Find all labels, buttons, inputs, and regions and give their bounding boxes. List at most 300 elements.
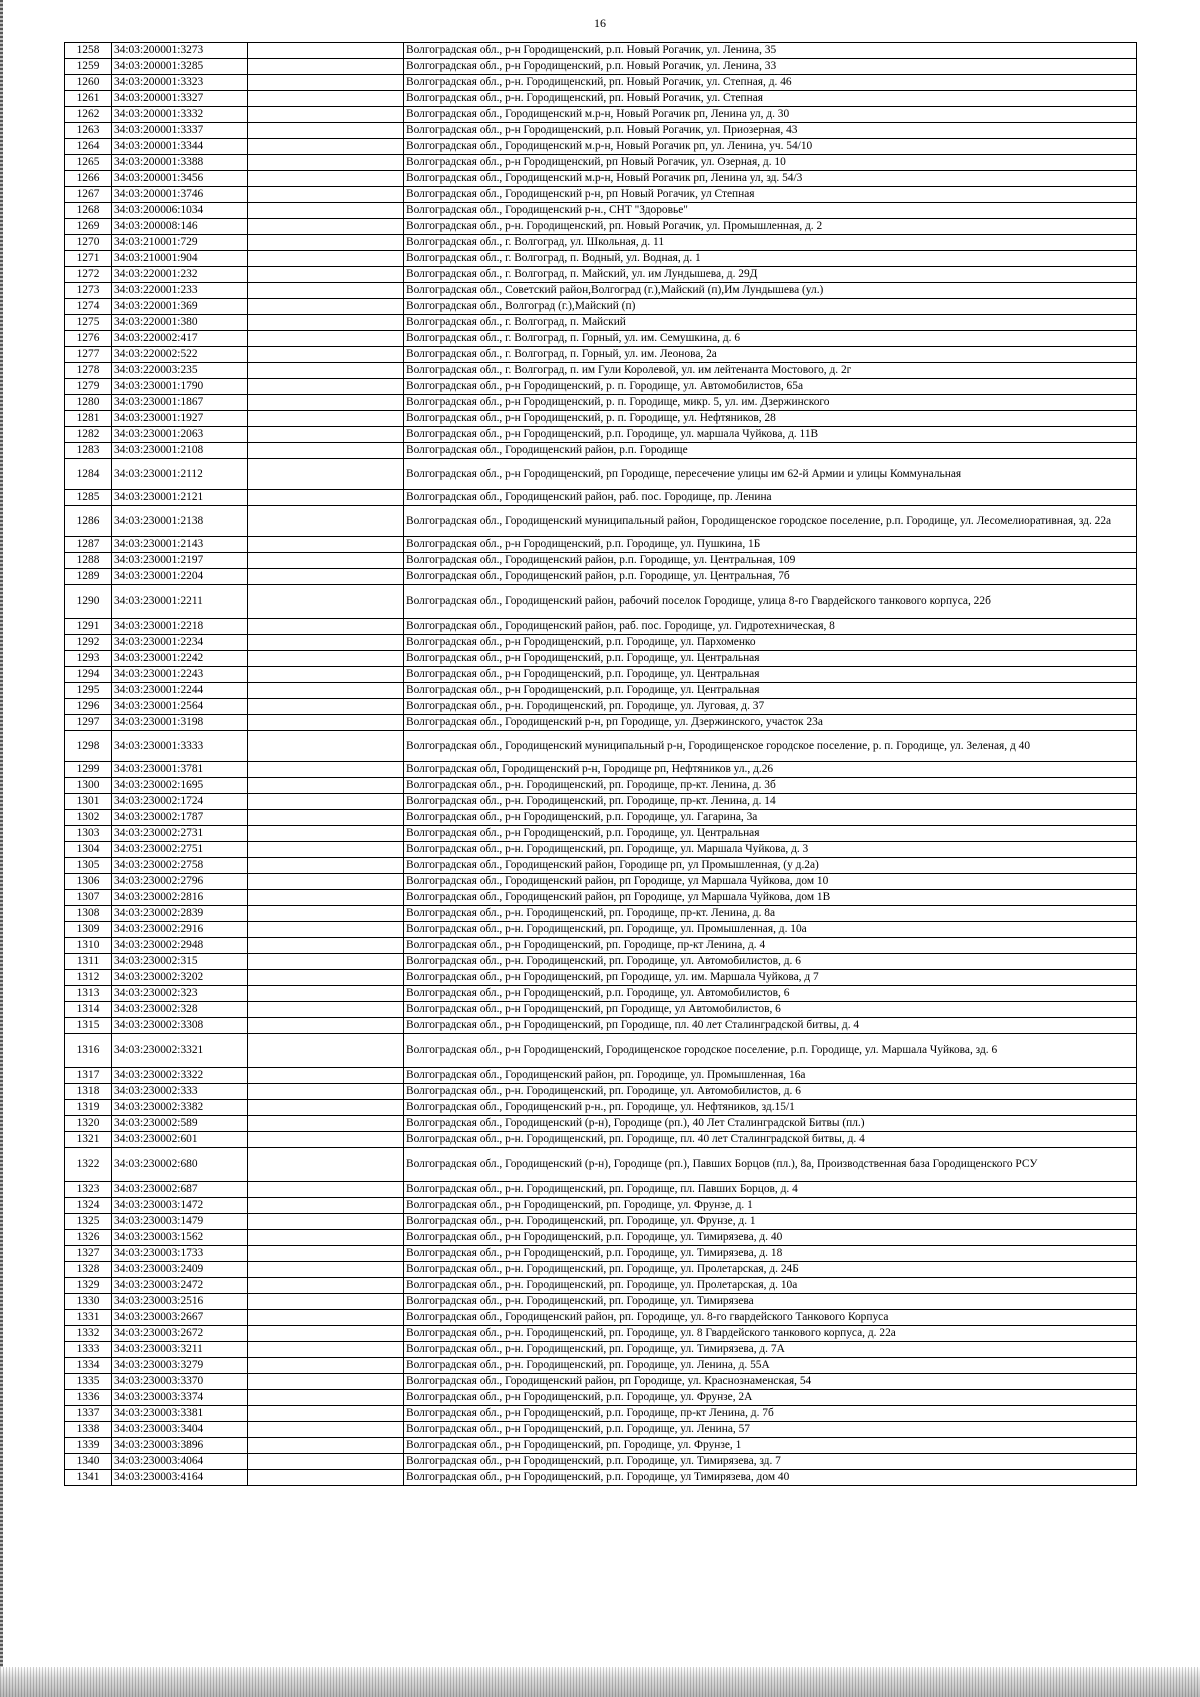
- cadastral-number-cell: 34:03:230001:2108: [112, 443, 248, 459]
- cadastral-number-cell: 34:03:230001:2243: [112, 667, 248, 683]
- table-row: [65, 1438, 1137, 1454]
- table-row: [65, 1358, 1137, 1374]
- empty-cell: [248, 203, 404, 219]
- cadastral-number-cell: 34:03:230001:2063: [112, 427, 248, 443]
- address-cell: Волгоградская обл., р-н. Городищенский, рп. Городище, ул. Маршала Чуйкова, д. 3: [404, 842, 1137, 858]
- table-row: [65, 490, 1137, 506]
- cadastral-number-cell: 34:03:230002:2796: [112, 874, 248, 890]
- table-row: [65, 651, 1137, 667]
- cadastral-number-cell: 34:03:230003:4164: [112, 1470, 248, 1486]
- address-cell: Волгоградская обл., Городищенский м.р-н, Новый Рогачик рп, Ленина ул, зд. 54/3: [404, 171, 1137, 187]
- empty-cell: [248, 1342, 404, 1358]
- row-number-cell: 1303: [65, 826, 112, 842]
- row-number-cell: 1269: [65, 219, 112, 235]
- row-number-cell: 1336: [65, 1390, 112, 1406]
- row-number-cell: 1266: [65, 171, 112, 187]
- address-cell: Волгоградская обл., р-н Городищенский, р.п. Городище, ул. Автомобилистов, 6: [404, 986, 1137, 1002]
- empty-cell: [248, 1018, 404, 1034]
- scan-edge-left: [0, 0, 3, 1697]
- table-row: [65, 1278, 1137, 1294]
- address-cell: Волгоградская обл., р-н Городищенский, р.п. Городище, ул. Центральная: [404, 683, 1137, 699]
- empty-cell: [248, 1406, 404, 1422]
- cadastral-number-cell: 34:03:200001:3337: [112, 123, 248, 139]
- empty-cell: [248, 1278, 404, 1294]
- table-row: [65, 155, 1137, 171]
- empty-cell: [248, 1358, 404, 1374]
- empty-cell: [248, 1132, 404, 1148]
- table-row: [65, 139, 1137, 155]
- cadastral-number-cell: 34:03:230002:3322: [112, 1068, 248, 1084]
- row-number-cell: 1327: [65, 1246, 112, 1262]
- empty-cell: [248, 619, 404, 635]
- row-number-cell: 1340: [65, 1454, 112, 1470]
- cadastral-number-cell: 34:03:200001:3323: [112, 75, 248, 91]
- address-cell: Волгоградская обл., р-н. Городищенский, рп. Городище, пр-кт. Ленина, д. 3б: [404, 778, 1137, 794]
- row-number-cell: 1292: [65, 635, 112, 651]
- cadastral-number-cell: 34:03:230001:2218: [112, 619, 248, 635]
- table-row: [65, 1422, 1137, 1438]
- cadastral-number-cell: 34:03:220001:369: [112, 299, 248, 315]
- table-row: [65, 75, 1137, 91]
- empty-cell: [248, 123, 404, 139]
- row-number-cell: 1321: [65, 1132, 112, 1148]
- row-number-cell: 1285: [65, 490, 112, 506]
- empty-cell: [248, 715, 404, 731]
- row-number-cell: 1278: [65, 363, 112, 379]
- address-cell: Волгоградская обл., Волгоград (г.),Майский (п): [404, 299, 1137, 315]
- cadastral-number-cell: 34:03:200001:3327: [112, 91, 248, 107]
- address-cell: Волгоградская обл., Городищенский муниципальный р-н, Городищенское городское поселение, р. п. Городище, ул. Зеленая, д 40: [404, 731, 1137, 762]
- cadastral-number-cell: 34:03:230002:3202: [112, 970, 248, 986]
- table-row: [65, 1034, 1137, 1068]
- empty-cell: [248, 731, 404, 762]
- address-cell: Волгоградская обл., г. Волгоград, п. Горный, ул. им. Семушкина, д. 6: [404, 331, 1137, 347]
- empty-cell: [248, 443, 404, 459]
- row-number-cell: 1300: [65, 778, 112, 794]
- cadastral-number-cell: 34:03:230003:1479: [112, 1214, 248, 1230]
- row-number-cell: 1313: [65, 986, 112, 1002]
- cadastral-number-cell: 34:03:230001:3333: [112, 731, 248, 762]
- row-number-cell: 1338: [65, 1422, 112, 1438]
- address-cell: Волгоградская обл., Городищенский район, рп Городище, ул. Краснознаменская, 54: [404, 1374, 1137, 1390]
- empty-cell: [248, 411, 404, 427]
- cadastral-number-cell: 34:03:230002:2839: [112, 906, 248, 922]
- table-row: [65, 1084, 1137, 1100]
- cadastral-number-cell: 34:03:230003:1733: [112, 1246, 248, 1262]
- address-cell: Волгоградская обл., р-н. Городищенский, рп. Городище, ул. Луговая, д. 37: [404, 699, 1137, 715]
- empty-cell: [248, 778, 404, 794]
- empty-cell: [248, 267, 404, 283]
- empty-cell: [248, 187, 404, 203]
- address-cell: Волгоградская обл., р-н Городищенский, р.п. Городище, ул. Центральная: [404, 826, 1137, 842]
- row-number-cell: 1299: [65, 762, 112, 778]
- table-row: [65, 1294, 1137, 1310]
- cadastral-number-cell: 34:03:230002:2751: [112, 842, 248, 858]
- row-number-cell: 1291: [65, 619, 112, 635]
- row-number-cell: 1263: [65, 123, 112, 139]
- address-cell: Волгоградская обл., Городищенский р-н., рп. Городище, ул. Нефтяников, зд.15/1: [404, 1100, 1137, 1116]
- row-number-cell: 1281: [65, 411, 112, 427]
- empty-cell: [248, 363, 404, 379]
- table-row: [65, 1116, 1137, 1132]
- empty-cell: [248, 906, 404, 922]
- empty-cell: [248, 1100, 404, 1116]
- row-number-cell: 1262: [65, 107, 112, 123]
- empty-cell: [248, 1084, 404, 1100]
- row-number-cell: 1277: [65, 347, 112, 363]
- address-cell: Волгоградская обл., р-н Городищенский, р.п. Новый Рогачик, ул. Приозерная, 43: [404, 123, 1137, 139]
- address-cell: Волгоградская обл., р-н. Городищенский, рп. Новый Рогачик, ул. Промышленная, д. 2: [404, 219, 1137, 235]
- row-number-cell: 1304: [65, 842, 112, 858]
- row-number-cell: 1272: [65, 267, 112, 283]
- table-row: [65, 203, 1137, 219]
- row-number-cell: 1293: [65, 651, 112, 667]
- row-number-cell: 1279: [65, 379, 112, 395]
- address-cell: Волгоградская обл., р-н Городищенский, р.п. Городище, ул. Пархоменко: [404, 635, 1137, 651]
- table-row: [65, 251, 1137, 267]
- table-row: [65, 1068, 1137, 1084]
- table-row: [65, 731, 1137, 762]
- row-number-cell: 1323: [65, 1182, 112, 1198]
- empty-cell: [248, 315, 404, 331]
- row-number-cell: 1315: [65, 1018, 112, 1034]
- row-number-cell: 1307: [65, 890, 112, 906]
- cadastral-number-cell: 34:03:230003:3404: [112, 1422, 248, 1438]
- cadastral-number-cell: 34:03:230002:3382: [112, 1100, 248, 1116]
- table-row: [65, 810, 1137, 826]
- empty-cell: [248, 1470, 404, 1486]
- empty-cell: [248, 91, 404, 107]
- table-row: [65, 187, 1137, 203]
- address-cell: Волгоградская обл., р-н. Городищенский, рп. Городище, пр-кт. Ленина, д. 8а: [404, 906, 1137, 922]
- table-row: [65, 1374, 1137, 1390]
- empty-cell: [248, 635, 404, 651]
- empty-cell: [248, 890, 404, 906]
- table-row: [65, 235, 1137, 251]
- empty-cell: [248, 810, 404, 826]
- row-number-cell: 1301: [65, 794, 112, 810]
- address-cell: Волгоградская обл., р-н Городищенский, р.п. Новый Рогачик, ул. Ленина, 33: [404, 59, 1137, 75]
- empty-cell: [248, 75, 404, 91]
- empty-cell: [248, 553, 404, 569]
- cadastral-number-cell: 34:03:230002:601: [112, 1132, 248, 1148]
- table-row: [65, 1132, 1137, 1148]
- cadastral-number-cell: 34:03:230001:2234: [112, 635, 248, 651]
- row-number-cell: 1283: [65, 443, 112, 459]
- cadastral-number-cell: 34:03:230002:2758: [112, 858, 248, 874]
- empty-cell: [248, 762, 404, 778]
- table-row: [65, 1326, 1137, 1342]
- table-row: [65, 537, 1137, 553]
- address-cell: Волгоградская обл., р-н. Городищенский, рп. Новый Рогачик, ул. Степная: [404, 91, 1137, 107]
- row-number-cell: 1275: [65, 315, 112, 331]
- table-row: [65, 459, 1137, 490]
- empty-cell: [248, 331, 404, 347]
- cadastral-number-cell: 34:03:230001:2121: [112, 490, 248, 506]
- row-number-cell: 1268: [65, 203, 112, 219]
- empty-cell: [248, 1116, 404, 1132]
- address-cell: Волгоградская обл., г. Волгоград, п. Майский, ул. им Лундышева, д. 29Д: [404, 267, 1137, 283]
- table-row: [65, 171, 1137, 187]
- empty-cell: [248, 842, 404, 858]
- empty-cell: [248, 1390, 404, 1406]
- row-number-cell: 1258: [65, 43, 112, 59]
- empty-cell: [248, 459, 404, 490]
- table-row: [65, 1246, 1137, 1262]
- address-cell: Волгоградская обл., Городищенский район, р.п. Городище, ул. Центральная, 109: [404, 553, 1137, 569]
- cadastral-number-cell: 34:03:230002:323: [112, 986, 248, 1002]
- row-number-cell: 1289: [65, 569, 112, 585]
- row-number-cell: 1306: [65, 874, 112, 890]
- table-row: [65, 778, 1137, 794]
- row-number-cell: 1298: [65, 731, 112, 762]
- address-cell: Волгоградская обл., р-н. Городищенский, рп. Городище, ул. Автомобилистов, д. 6: [404, 1084, 1137, 1100]
- cadastral-number-cell: 34:03:230003:1472: [112, 1198, 248, 1214]
- table-row: [65, 1342, 1137, 1358]
- cadastral-number-cell: 34:03:230001:3781: [112, 762, 248, 778]
- table-row: [65, 970, 1137, 986]
- table-row: [65, 1214, 1137, 1230]
- empty-cell: [248, 585, 404, 619]
- table-row: [65, 826, 1137, 842]
- row-number-cell: 1308: [65, 906, 112, 922]
- cadastral-number-cell: 34:03:220001:380: [112, 315, 248, 331]
- empty-cell: [248, 171, 404, 187]
- cadastral-number-cell: 34:03:220002:417: [112, 331, 248, 347]
- cadastral-number-cell: 34:03:230001:2211: [112, 585, 248, 619]
- row-number-cell: 1318: [65, 1084, 112, 1100]
- row-number-cell: 1305: [65, 858, 112, 874]
- table-row: [65, 43, 1137, 59]
- empty-cell: [248, 43, 404, 59]
- table-row: [65, 1148, 1137, 1182]
- cadastral-number-cell: 34:03:230002:1724: [112, 794, 248, 810]
- row-number-cell: 1302: [65, 810, 112, 826]
- empty-cell: [248, 1068, 404, 1084]
- row-number-cell: 1330: [65, 1294, 112, 1310]
- row-number-cell: 1322: [65, 1148, 112, 1182]
- cadastral-number-cell: 34:03:230001:2204: [112, 569, 248, 585]
- row-number-cell: 1332: [65, 1326, 112, 1342]
- address-cell: Волгоградская обл., Городищенский район, Городище рп, ул Промышленная, (у д.2а): [404, 858, 1137, 874]
- empty-cell: [248, 874, 404, 890]
- table-row: [65, 762, 1137, 778]
- address-cell: Волгоградская обл., р-н Городищенский, р. п. Городище, ул. Нефтяников, 28: [404, 411, 1137, 427]
- table-row: [65, 699, 1137, 715]
- row-number-cell: 1311: [65, 954, 112, 970]
- address-cell: Волгоградская обл., р-н Городищенский, рп. Городище, ул. Фрунзе, д. 1: [404, 1198, 1137, 1214]
- table-row: [65, 667, 1137, 683]
- address-cell: Волгоградская обл., р-н Городищенский, р.п. Городище, пр-кт Ленина, д. 7б: [404, 1406, 1137, 1422]
- empty-cell: [248, 347, 404, 363]
- cadastral-number-cell: 34:03:230002:315: [112, 954, 248, 970]
- cadastral-number-cell: 34:03:200001:3273: [112, 43, 248, 59]
- cadastral-number-cell: 34:03:200001:3344: [112, 139, 248, 155]
- table-row: [65, 395, 1137, 411]
- table-row: [65, 1182, 1137, 1198]
- address-cell: Волгоградская обл., р-н. Городищенский, рп. Городище, ул. Фрунзе, д. 1: [404, 1214, 1137, 1230]
- cadastral-number-cell: 34:03:230001:2143: [112, 537, 248, 553]
- row-number-cell: 1310: [65, 938, 112, 954]
- row-number-cell: 1287: [65, 537, 112, 553]
- empty-cell: [248, 858, 404, 874]
- table-row: [65, 1390, 1137, 1406]
- table-row: [65, 906, 1137, 922]
- address-cell: Волгоградская обл., Городищенский м.р-н, Новый Рогачик рп, ул. Ленина, уч. 54/10: [404, 139, 1137, 155]
- empty-cell: [248, 922, 404, 938]
- cadastral-number-cell: 34:03:200001:3746: [112, 187, 248, 203]
- table-row: [65, 715, 1137, 731]
- address-cell: Волгоградская обл., Городищенский (р-н), Городище (рп.), Павших Борцов (пл.), 8а, Производственная база Городищенского РСУ: [404, 1148, 1137, 1182]
- row-number-cell: 1286: [65, 506, 112, 537]
- cadastral-number-cell: 34:03:230002:680: [112, 1148, 248, 1182]
- cadastral-number-cell: 34:03:230002:1787: [112, 810, 248, 826]
- table-row: [65, 619, 1137, 635]
- address-cell: Волгоградская обл., р-н Городищенский, р.п. Городище, ул. Гагарина, 3а: [404, 810, 1137, 826]
- table-row: [65, 1100, 1137, 1116]
- cadastral-number-cell: 34:03:230003:2672: [112, 1326, 248, 1342]
- table-row: [65, 585, 1137, 619]
- registry-table-body: [65, 43, 1137, 1486]
- table-row: [65, 1002, 1137, 1018]
- address-cell: Волгоградская обл., р-н. Городищенский, рп. Городище, пл. 40 лет Сталинградской битвы, д. 4: [404, 1132, 1137, 1148]
- cadastral-number-cell: 34:03:230003:3211: [112, 1342, 248, 1358]
- row-number-cell: 1282: [65, 427, 112, 443]
- address-cell: Волгоградская обл., р-н Городищенский, р.п. Городище, ул. Пушкина, 1Б: [404, 537, 1137, 553]
- row-number-cell: 1290: [65, 585, 112, 619]
- address-cell: Волгоградская обл., р-н. Городищенский, рп. Городище, ул. Тимирязева: [404, 1294, 1137, 1310]
- empty-cell: [248, 299, 404, 315]
- cadastral-number-cell: 34:03:230003:2409: [112, 1262, 248, 1278]
- row-number-cell: 1329: [65, 1278, 112, 1294]
- row-number-cell: 1280: [65, 395, 112, 411]
- cadastral-number-cell: 34:03:230003:3374: [112, 1390, 248, 1406]
- address-cell: Волгоградская обл., Городищенский район, рп Городище, ул Маршала Чуйкова, дом 10: [404, 874, 1137, 890]
- table-row: [65, 411, 1137, 427]
- row-number-cell: 1331: [65, 1310, 112, 1326]
- empty-cell: [248, 1034, 404, 1068]
- table-row: [65, 331, 1137, 347]
- address-cell: Волгоградская обл., г. Волгоград, п. Водный, ул. Водная, д. 1: [404, 251, 1137, 267]
- empty-cell: [248, 155, 404, 171]
- empty-cell: [248, 1214, 404, 1230]
- row-number-cell: 1288: [65, 553, 112, 569]
- table-row: [65, 427, 1137, 443]
- table-row: [65, 922, 1137, 938]
- cadastral-number-cell: 34:03:230002:589: [112, 1116, 248, 1132]
- row-number-cell: 1309: [65, 922, 112, 938]
- address-cell: Волгоградская обл., р-н. Городищенский, рп. Новый Рогачик, ул. Степная, д. 46: [404, 75, 1137, 91]
- empty-cell: [248, 1002, 404, 1018]
- cadastral-number-cell: 34:03:230002:687: [112, 1182, 248, 1198]
- row-number-cell: 1317: [65, 1068, 112, 1084]
- address-cell: Волгоградская обл., Городищенский р-н, рп Городище, ул. Дзержинского, участок 23а: [404, 715, 1137, 731]
- empty-cell: [248, 59, 404, 75]
- cadastral-number-cell: 34:03:210001:729: [112, 235, 248, 251]
- empty-cell: [248, 683, 404, 699]
- row-number-cell: 1273: [65, 283, 112, 299]
- empty-cell: [248, 490, 404, 506]
- empty-cell: [248, 1262, 404, 1278]
- table-row: [65, 219, 1137, 235]
- row-number-cell: 1334: [65, 1358, 112, 1374]
- cadastral-number-cell: 34:03:230003:3896: [112, 1438, 248, 1454]
- row-number-cell: 1295: [65, 683, 112, 699]
- row-number-cell: 1335: [65, 1374, 112, 1390]
- table-row: [65, 379, 1137, 395]
- row-number-cell: 1259: [65, 59, 112, 75]
- address-cell: Волгоградская обл., Городищенский р-н, рп Новый Рогачик, ул Степная: [404, 187, 1137, 203]
- address-cell: Волгоградская обл., р-н. Городищенский, рп. Городище, ул. Пролетарская, д. 24Б: [404, 1262, 1137, 1278]
- cadastral-number-cell: 34:03:230002:2731: [112, 826, 248, 842]
- empty-cell: [248, 251, 404, 267]
- address-cell: Волгоградская обл., Городищенский м.р-н, Новый Рогачик рп, Ленина ул, д. 30: [404, 107, 1137, 123]
- empty-cell: [248, 1326, 404, 1342]
- address-cell: Волгоградская обл., р-н. Городищенский, рп. Городище, ул. Промышленная, д. 10а: [404, 922, 1137, 938]
- address-cell: Волгоградская обл., Городищенский район, рп Городище, ул Маршала Чуйкова, дом 1В: [404, 890, 1137, 906]
- address-cell: Волгоградская обл., Городищенский район, р.п. Городище: [404, 443, 1137, 459]
- address-cell: Волгоградская обл., Городищенский муниципальный район, Городищенское городское поселение, р.п. Городище, ул. Лесомелиоративная, зд. 22а: [404, 506, 1137, 537]
- empty-cell: [248, 667, 404, 683]
- cadastral-number-cell: 34:03:200006:1034: [112, 203, 248, 219]
- empty-cell: [248, 651, 404, 667]
- row-number-cell: 1284: [65, 459, 112, 490]
- row-number-cell: 1294: [65, 667, 112, 683]
- table-row: [65, 283, 1137, 299]
- address-cell: Волгоградская обл., г. Волгоград, п. им Гули Королевой, ул. им лейтенанта Мостового, д. 2г: [404, 363, 1137, 379]
- address-cell: Волгоградская обл., р-н Городищенский, рп Городище, ул. им. Маршала Чуйкова, д 7: [404, 970, 1137, 986]
- address-cell: Волгоградская обл., р-н Городищенский, рп Городище, ул Автомобилистов, 6: [404, 1002, 1137, 1018]
- empty-cell: [248, 537, 404, 553]
- cadastral-number-cell: 34:03:230002:333: [112, 1084, 248, 1100]
- cadastral-number-cell: 34:03:230001:1790: [112, 379, 248, 395]
- cadastral-number-cell: 34:03:230003:4064: [112, 1454, 248, 1470]
- empty-cell: [248, 699, 404, 715]
- table-row: [65, 1262, 1137, 1278]
- empty-cell: [248, 1422, 404, 1438]
- address-cell: Волгоградская обл., р-н Городищенский, р. п. Городище, микр. 5, ул. им. Дзержинского: [404, 395, 1137, 411]
- table-row: [65, 1230, 1137, 1246]
- cadastral-number-cell: 34:03:220001:233: [112, 283, 248, 299]
- address-cell: Волгоградская обл., р-н Городищенский, р.п. Городище, ул. Тимирязева, д. 18: [404, 1246, 1137, 1262]
- address-cell: Волгоградская обл., г. Волгоград, п. Майский: [404, 315, 1137, 331]
- empty-cell: [248, 379, 404, 395]
- table-row: [65, 874, 1137, 890]
- table-row: [65, 315, 1137, 331]
- table-row: [65, 506, 1137, 537]
- row-number-cell: 1341: [65, 1470, 112, 1486]
- table-row: [65, 91, 1137, 107]
- row-number-cell: 1274: [65, 299, 112, 315]
- row-number-cell: 1264: [65, 139, 112, 155]
- address-cell: Волгоградская обл., р-н Городищенский, рп Городище, пл. 40 лет Сталинградской битвы, д. 4: [404, 1018, 1137, 1034]
- empty-cell: [248, 283, 404, 299]
- cadastral-number-cell: 34:03:230003:2516: [112, 1294, 248, 1310]
- table-row: [65, 954, 1137, 970]
- address-cell: Волгоградская обл., р-н Городищенский, р.п. Городище, ул. Центральная: [404, 667, 1137, 683]
- address-cell: Волгоградская обл., р-н Городищенский, рп Городище, пересечение улицы им 62-й Армии и улицы Коммунальная: [404, 459, 1137, 490]
- cadastral-number-cell: 34:03:230002:1695: [112, 778, 248, 794]
- empty-cell: [248, 970, 404, 986]
- cadastral-number-cell: 34:03:230001:2242: [112, 651, 248, 667]
- table-row: [65, 1454, 1137, 1470]
- address-cell: Волгоградская обл., р-н Городищенский, р. п. Городище, ул. Автомобилистов, 65а: [404, 379, 1137, 395]
- cadastral-number-cell: 34:03:230001:1927: [112, 411, 248, 427]
- row-number-cell: 1297: [65, 715, 112, 731]
- row-number-cell: 1270: [65, 235, 112, 251]
- row-number-cell: 1296: [65, 699, 112, 715]
- address-cell: Волгоградская обл., р-н. Городищенский, рп. Городище, ул. Пролетарская, д. 10а: [404, 1278, 1137, 1294]
